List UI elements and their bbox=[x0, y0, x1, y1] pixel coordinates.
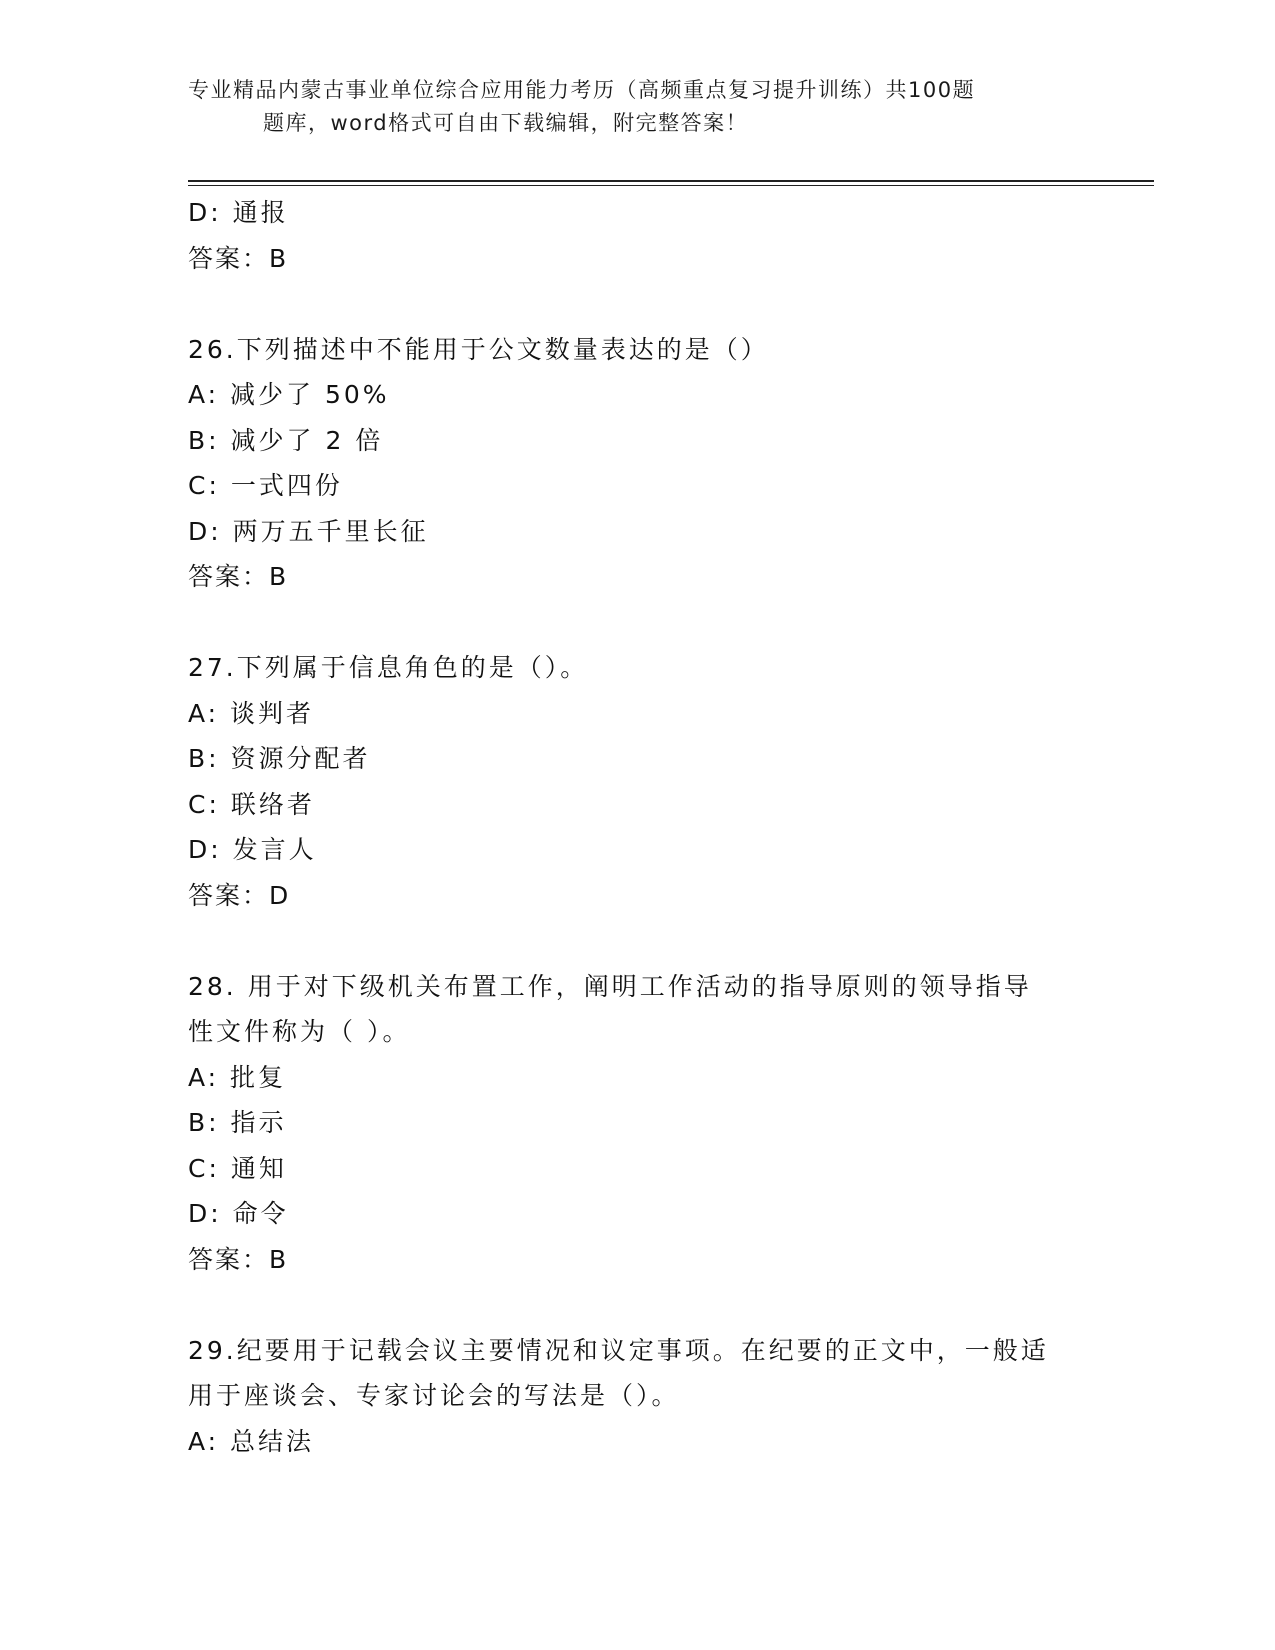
option-a: A: 批复 bbox=[188, 1062, 287, 1092]
option-d: D: 命令 bbox=[188, 1199, 289, 1228]
question-26 bbox=[188, 327, 1088, 600]
question-stem-line1: 29.纪要用于记载会议主要情况和议定事项。在纪要的正文中，一般适 bbox=[188, 1335, 1049, 1365]
header-rule-thin bbox=[188, 185, 1154, 186]
header-rule-thick bbox=[188, 180, 1154, 182]
answer-line: 答案：B bbox=[188, 562, 289, 591]
option-a: A: 总结法 bbox=[188, 1426, 315, 1456]
option-c: C: 一式四份 bbox=[188, 471, 343, 500]
answer-line: 答案：B bbox=[188, 1244, 289, 1274]
question-stem-line1: 28. 用于对下级机关布置工作，阐明工作活动的指导原则的领导指导 bbox=[188, 971, 1032, 1001]
question-stem-line2: 用于座谈会、专家讨论会的写法是（）。 bbox=[188, 1381, 680, 1410]
option-d: D: 两万五千里长征 bbox=[188, 516, 429, 546]
question-28 bbox=[188, 964, 1088, 1283]
option-c: C: 联络者 bbox=[188, 789, 315, 819]
question-29 bbox=[188, 1328, 1088, 1465]
option-b: B: 资源分配者 bbox=[188, 744, 371, 773]
question-27 bbox=[188, 645, 1088, 918]
spacer bbox=[188, 918, 1088, 964]
document-header bbox=[188, 74, 1068, 140]
question-stem: 26.下列描述中不能用于公文数量表达的是（） bbox=[188, 334, 769, 364]
option-b: B: 减少了 2 倍 bbox=[188, 425, 384, 455]
question-stem: 27.下列属于信息角色的是（）。 bbox=[188, 653, 589, 682]
question-stem-line2: 性文件称为（ ）。 bbox=[188, 1017, 411, 1046]
option-b: B: 指示 bbox=[188, 1108, 287, 1137]
spacer bbox=[188, 281, 1088, 327]
spacer bbox=[188, 1282, 1088, 1328]
spacer bbox=[188, 600, 1088, 646]
option-a: A: 减少了 50% bbox=[188, 380, 390, 409]
answer-line: 答案：D bbox=[188, 880, 291, 910]
option-d: D: 发言人 bbox=[188, 835, 317, 864]
document-body bbox=[188, 190, 1088, 1464]
option-d: D: 通报 bbox=[188, 198, 289, 227]
header-title-line1: 专业精品内蒙古事业单位综合应用能力考历（高频重点复习提升训练）共100题 bbox=[188, 78, 976, 102]
answer-line: 答案：B bbox=[188, 243, 289, 273]
option-a: A: 谈判者 bbox=[188, 698, 315, 728]
option-c: C: 通知 bbox=[188, 1153, 287, 1183]
header-title-line2: 题库，word格式可自由下载编辑，附完整答案！ bbox=[263, 111, 749, 135]
